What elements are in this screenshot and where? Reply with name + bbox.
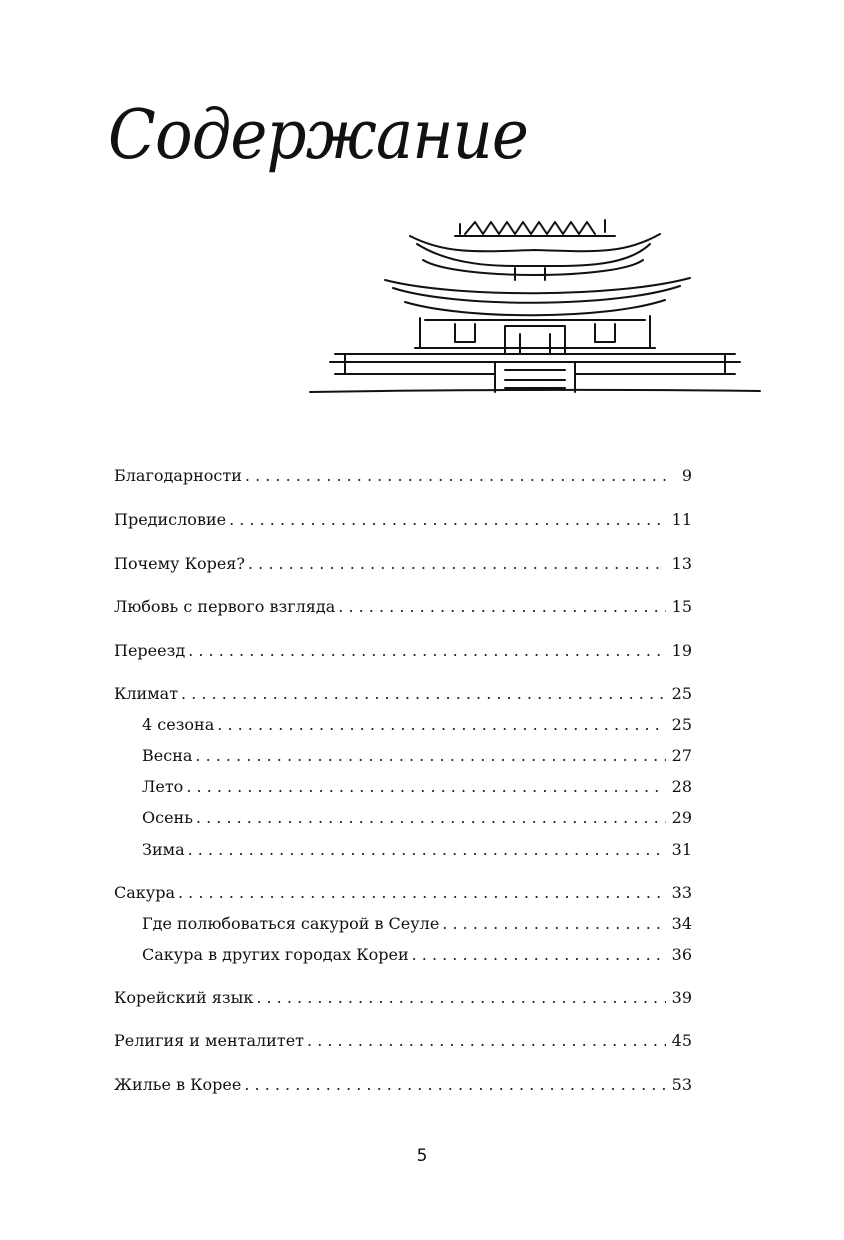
toc-entry bbox=[114, 1029, 692, 1053]
toc-entry-label: Лето bbox=[142, 777, 184, 796]
toc-entry-label: Почему Корея? bbox=[114, 554, 245, 573]
toc-leader-dots bbox=[188, 838, 666, 862]
toc-leader-dots bbox=[248, 552, 666, 576]
toc-leader-dots bbox=[188, 639, 666, 663]
toc-entry-page: 19 bbox=[671, 641, 692, 660]
toc-leader-dots bbox=[307, 1029, 666, 1053]
page-number: 5 bbox=[416, 1146, 428, 1166]
toc-entry bbox=[114, 639, 692, 663]
toc-entry-label: Где полюбоваться сакурой в Сеуле bbox=[142, 914, 440, 933]
toc-entry-page: 31 bbox=[671, 840, 692, 859]
toc-entry-label: Корейский язык bbox=[114, 988, 254, 1007]
toc-entry bbox=[114, 508, 692, 532]
toc-leader-dots bbox=[256, 986, 666, 1010]
toc-entry-page: 27 bbox=[671, 746, 692, 765]
toc-entry-page: 25 bbox=[671, 684, 692, 703]
toc-entry bbox=[114, 986, 692, 1010]
toc-entry-label: Жилье в Корее bbox=[114, 1075, 242, 1094]
toc-entry-label: Осень bbox=[142, 808, 193, 827]
toc-entry bbox=[114, 881, 692, 905]
toc-entry-label: Весна bbox=[142, 746, 193, 765]
toc-leader-dots bbox=[181, 682, 666, 706]
toc-entry-page: 15 bbox=[671, 597, 692, 616]
toc-leader-dots bbox=[338, 595, 666, 619]
page-title: Содержание bbox=[108, 96, 528, 175]
toc-subentry bbox=[142, 838, 692, 862]
toc-entry-label: Религия и менталитет bbox=[114, 1031, 305, 1050]
toc-entry bbox=[114, 552, 692, 576]
toc-entry-page: 39 bbox=[671, 988, 692, 1007]
toc-subentry bbox=[142, 775, 692, 799]
toc-entry-page: 33 bbox=[671, 883, 692, 902]
toc-entry-page: 9 bbox=[681, 466, 692, 485]
toc-entry-page: 34 bbox=[671, 914, 692, 933]
toc-subentry bbox=[142, 713, 692, 737]
toc-leader-dots bbox=[442, 912, 666, 936]
toc-leader-dots bbox=[186, 775, 666, 799]
toc-subentry bbox=[142, 912, 692, 936]
toc-entry bbox=[114, 1073, 692, 1097]
toc-leader-dots bbox=[245, 464, 666, 488]
toc-entry-page: 28 bbox=[671, 777, 692, 796]
toc-entry-page: 45 bbox=[671, 1031, 692, 1050]
toc-entry bbox=[114, 682, 692, 706]
toc-leader-dots bbox=[217, 713, 666, 737]
toc-entry-label: Любовь с первого взгляда bbox=[114, 597, 336, 616]
toc-entry-label: Сакура в других городах Кореи bbox=[142, 945, 409, 964]
toc-entry-page: 11 bbox=[671, 510, 692, 529]
toc-entry bbox=[114, 595, 692, 619]
toc-entry-label: 4 сезона bbox=[142, 715, 215, 734]
toc-subentry bbox=[142, 806, 692, 830]
toc-subentry bbox=[142, 744, 692, 768]
toc-leader-dots bbox=[178, 881, 666, 905]
toc-entry-page: 13 bbox=[671, 554, 692, 573]
toc-entry-label: Предисловие bbox=[114, 510, 227, 529]
palace-illustration bbox=[305, 208, 765, 404]
toc-leader-dots bbox=[412, 943, 666, 967]
toc-entry bbox=[114, 464, 692, 488]
toc-leader-dots bbox=[195, 744, 666, 768]
toc-entry-page: 29 bbox=[671, 808, 692, 827]
toc-entry-label: Зима bbox=[142, 840, 185, 859]
toc-entry-page: 36 bbox=[671, 945, 692, 964]
toc-leader-dots bbox=[196, 806, 666, 830]
toc-entry-label: Климат bbox=[114, 684, 179, 703]
toc-subentry bbox=[142, 943, 692, 967]
toc-entry-page: 25 bbox=[671, 715, 692, 734]
toc-entry-label: Переезд bbox=[114, 641, 186, 660]
toc-entry-label: Благодарности bbox=[114, 466, 242, 485]
toc-entry-page: 53 bbox=[671, 1075, 692, 1094]
toc-leader-dots bbox=[229, 508, 666, 532]
toc-entry-label: Сакура bbox=[114, 883, 175, 902]
toc-leader-dots bbox=[244, 1073, 666, 1097]
